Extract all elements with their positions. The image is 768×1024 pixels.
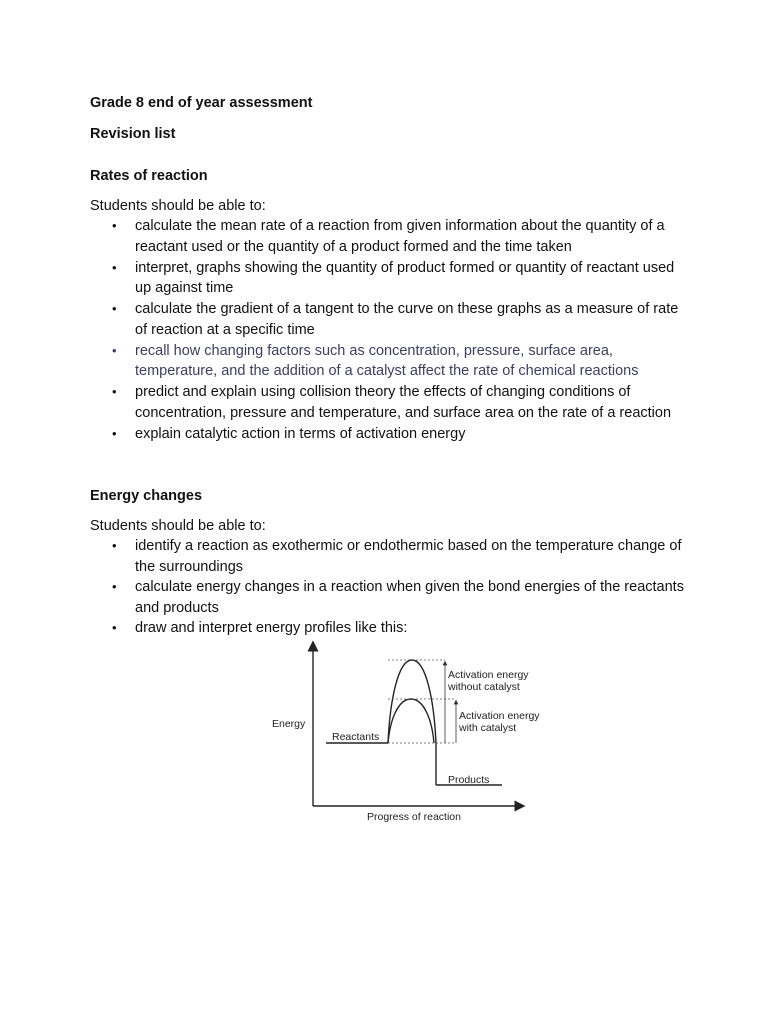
- section-intro-rates: Students should be able to:: [90, 198, 266, 214]
- list-item-highlighted: • recall how changing factors such as concentration, pressure, surface area, temperature, and the addition of a catalyst affect the rate of chemical reactions: [90, 341, 690, 382]
- list-item: • identify a reaction as exothermic or endothermic based on the temperature change of the surroundings: [90, 536, 690, 577]
- list-item: • explain catalytic action in terms of activation energy: [90, 424, 690, 445]
- list-item: • calculate energy changes in a reaction when given the bond energies of the reactants and products: [90, 577, 690, 618]
- uncatalysed-label-line1: Activation energy: [448, 669, 529, 681]
- uncatalysed-curve: [388, 660, 436, 785]
- catalysed-label-line1: Activation energy: [459, 710, 540, 722]
- y-axis-label: Energy: [272, 718, 306, 730]
- section-heading-rates: Rates of reaction: [90, 168, 208, 184]
- list-item: • calculate the gradient of a tangent to the curve on these graphs as a measure of rate of reaction at a specific time: [90, 299, 690, 340]
- section-intro-energy: Students should be able to:: [90, 518, 266, 534]
- list-item: • interpret, graphs showing the quantity of product formed or quantity of reactant used up against time: [90, 258, 690, 299]
- catalysed-curve: [388, 699, 434, 743]
- document-title: Grade 8 end of year assessment: [90, 95, 313, 111]
- products-label: Products: [448, 774, 490, 786]
- list-item: • predict and explain using collision theory the effects of changing conditions of concentration, pressure and temperature, and surface area on the rate of a reaction: [90, 382, 690, 423]
- list-item: • draw and interpret energy profiles like this:: [90, 618, 690, 639]
- section-heading-energy: Energy changes: [90, 488, 203, 504]
- uncatalysed-label-line2: without catalyst: [448, 681, 520, 693]
- x-axis-label: Progress of reaction: [367, 811, 461, 823]
- list-item: • calculate the mean rate of a reaction from given information about the quantity of a reactant used or the quantity of a product formed and the time taken: [90, 216, 690, 257]
- catalysed-label-line2: with catalyst: [459, 722, 517, 734]
- document-subtitle: Revision list: [90, 126, 176, 142]
- reactants-label: Reactants: [332, 731, 380, 743]
